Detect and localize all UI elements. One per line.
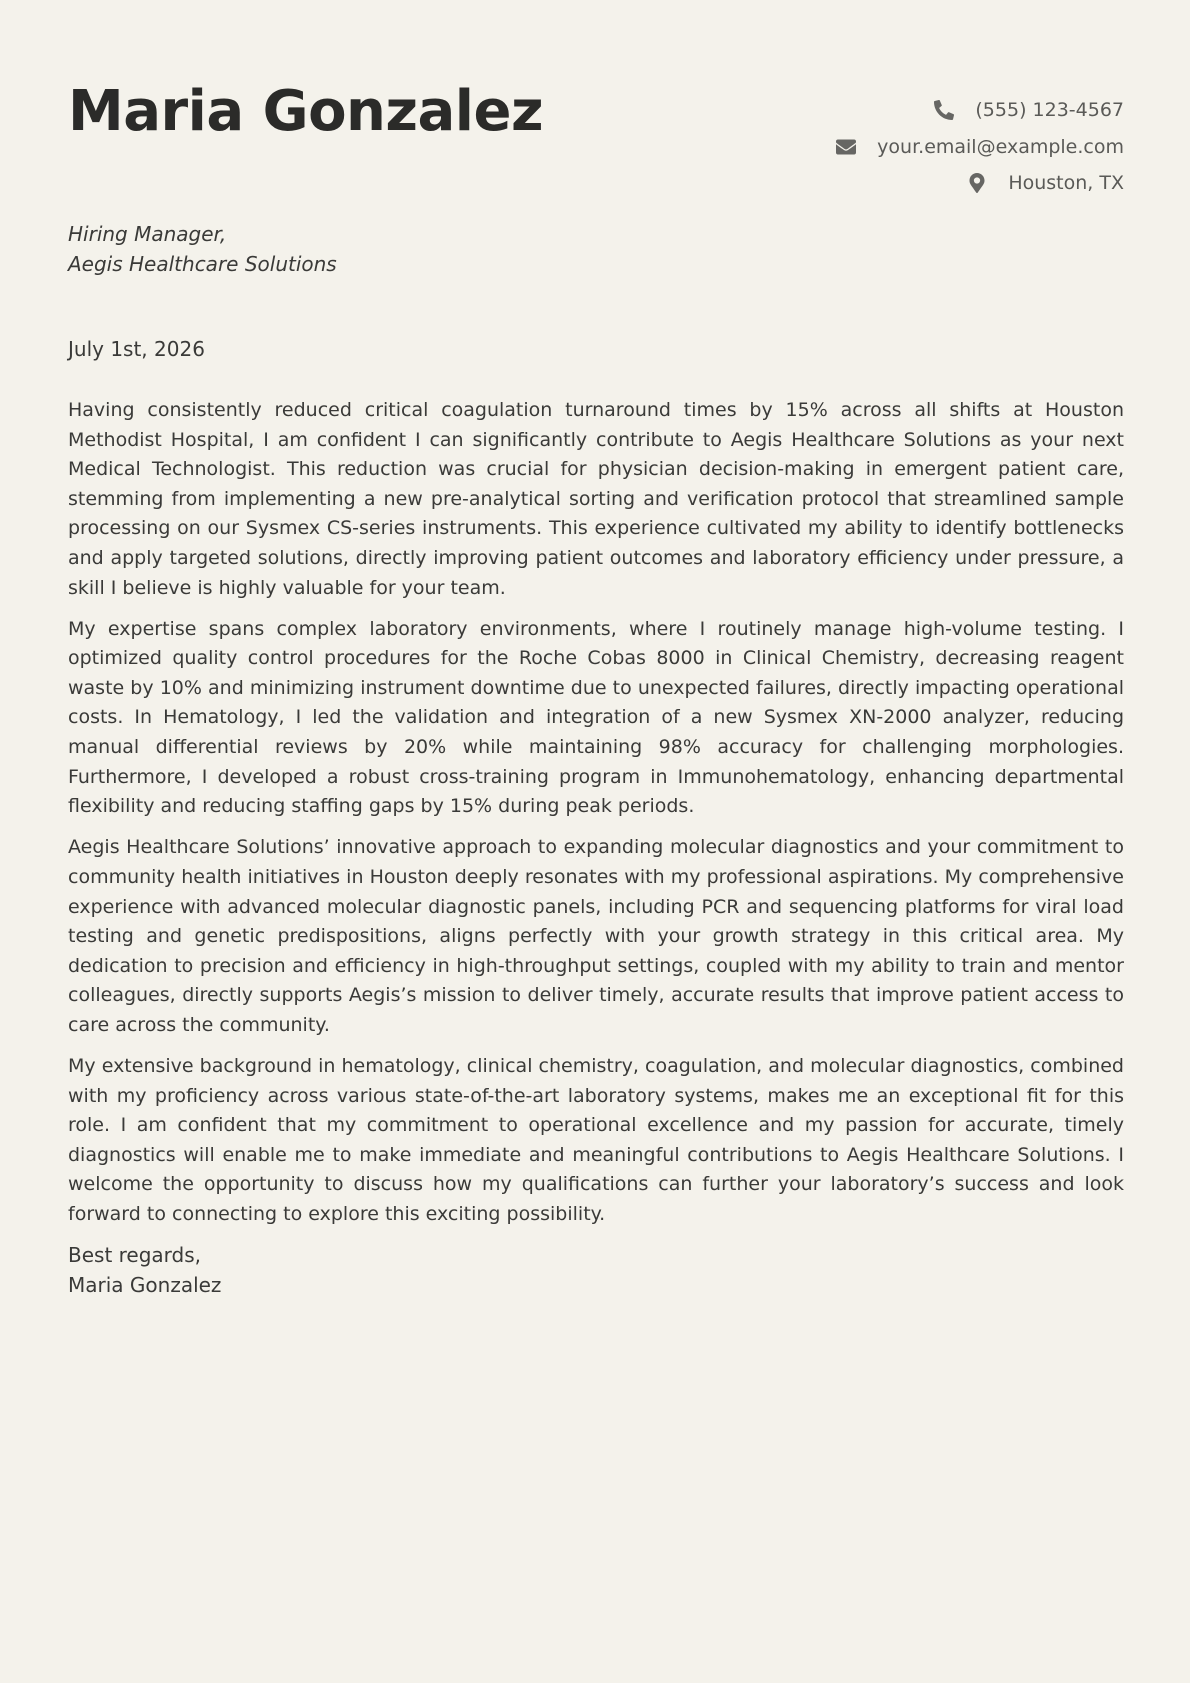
signoff-block	[68, 1241, 1124, 1300]
recipient-block	[68, 220, 337, 279]
signature-name: Maria Gonzalez	[68, 1272, 222, 1297]
body-paragraph: Aegis Healthcare Solutions’ innovative approach to expanding molecular diagnostics and your commitment to community health initiatives in Houston deeply resonates with my professional aspirations. My comprehensive experience with advanced molecular diagnostic panels, including PCR and sequencing platforms for viral load testing and genetic predispositions, aligns perfectly with your growth strategy in this critical area. My dedication to precision and efficiency in high-throughput settings, coupled with my ability to train and mentor colleagues, directly supports Aegis’s mission to deliver timely, accurate results that improve patient access to care across the community.	[68, 836, 1124, 1036]
body-paragraph: My extensive background in hematology, clinical chemistry, coagulation, and molecular diagnostics, combined with my proficiency across various state-of-the-art laboratory systems, makes me an exceptional fit for this role. I am confident that my commitment to operational excellence and my passion for accurate, timely diagnostics will enable me to make immediate and meaningful contributions to Aegis Healthcare Solutions. I welcome the opportunity to discuss how my qualifications can further your laboratory’s success and look forward to connecting to explore this exciting possibility.	[68, 1054, 1124, 1225]
recipient-title: Hiring Manager,	[68, 222, 227, 246]
location-text: Houston, TX	[1008, 172, 1124, 195]
body-paragraph: Having consistently reduced critical coagulation turnaround times by 15% across all shifts at Houston Methodist Hospital, I am confident I can significantly contribute to Aegis Healthcare Solutions as your next Medical Technologist. This reduction was crucial for physician decision-making in emergent patient care, stemming from implementing a new pre-analytical sorting and verification protocol that streamlined sample processing on our Sysmex CS-series instruments. This experience cultivated my ability to identify bottlenecks and apply targeted solutions, directly improving patient outcomes and laboratory efficiency under pressure, a skill I believe is highly valuable for your team.	[68, 399, 1124, 599]
letter-body	[68, 396, 1124, 1300]
cover-letter-page	[68, 0, 1124, 1683]
map-pin-icon	[966, 172, 988, 194]
applicant-name: Maria Gonzalez	[68, 79, 544, 144]
body-paragraph: My expertise spans complex laboratory environments, where I routinely manage high-volume testing. I optimized quality control procedures for the Roche Cobas 8000 in Clinical Chemistry, decreasing reagent waste by 10% and minimizing instrument downtime due to unexpected failures, directly impacting operational costs. In Hematology, I led the validation and integration of a new Sysmex XN-2000 analyzer, reducing manual differential reviews by 20% while maintaining 98% accuracy for challenging morphologies. Furthermore, I developed a robust cross-training program in Immunohematology, enhancing departmental flexibility and reducing staffing gaps by 15% during peak periods.	[68, 617, 1124, 818]
contact-email	[835, 129, 1124, 166]
email-address[interactable]: your.email@example.com	[877, 135, 1124, 158]
closing-text: Best regards,	[68, 1243, 202, 1268]
envelope-icon	[835, 136, 857, 158]
contact-phone	[835, 92, 1124, 129]
letter-date: July 1st, 2026	[68, 337, 205, 361]
phone-icon	[933, 99, 955, 121]
contact-block	[835, 92, 1124, 202]
recipient-company: Aegis Healthcare Solutions	[68, 251, 337, 276]
phone-number[interactable]: (555) 123-4567	[975, 99, 1124, 122]
contact-location	[835, 165, 1124, 202]
